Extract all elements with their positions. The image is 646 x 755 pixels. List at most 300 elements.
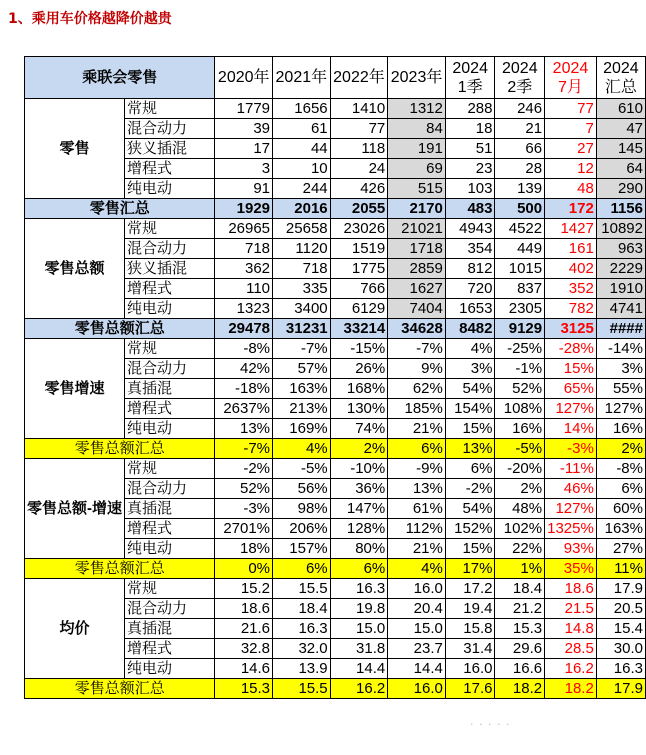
table-cell: 16.2 [545,659,597,679]
row-label: 纯电动 [125,659,215,679]
table-cell: 515 [388,179,446,199]
table-cell: 1323 [215,299,273,319]
table-cell: 27 [545,139,597,159]
row-label: 常规 [125,99,215,119]
watermark: · · · · · [470,718,511,731]
table-cell: 1779 [215,99,273,119]
row-label: 常规 [125,219,215,239]
column-header [545,57,597,99]
table-cell: 98% [273,499,331,519]
corner-label: 乘联会零售 [25,57,215,99]
table-cell: 57% [273,359,331,379]
total-row [25,679,646,699]
table-cell: 1910 [596,279,645,299]
table-cell: 15.0 [388,619,446,639]
table-cell: 112% [388,519,446,539]
total-cell: 18.2 [495,679,545,699]
table-cell: 46% [545,479,597,499]
table-cell: 32.0 [273,639,331,659]
table-cell: 3% [445,359,495,379]
table-cell: 118 [330,139,388,159]
table-cell: 15% [445,539,495,559]
row-label: 狭义插混 [125,259,215,279]
table-cell: 2229 [596,259,645,279]
table-cell: 15% [445,419,495,439]
table-cell: 352 [545,279,597,299]
table-cell: 1653 [445,299,495,319]
total-cell: -3% [545,439,597,459]
table-cell: 29.6 [495,639,545,659]
total-cell: 4% [273,439,331,459]
total-cell: 0% [215,559,273,579]
table-row [25,219,646,239]
table-cell: 54% [445,499,495,519]
table-cell: 402 [545,259,597,279]
table-cell: 2305 [495,299,545,319]
row-label: 纯电动 [125,419,215,439]
table-cell: 21.2 [495,599,545,619]
column-header-bottom: 2季 [507,78,533,96]
total-cell: 34628 [388,319,446,339]
table-cell: 13.9 [273,659,331,679]
table-cell: 1325% [545,519,597,539]
group-label: 零售增速 [25,339,125,439]
total-cell: 2% [330,439,388,459]
row-label: 增程式 [125,519,215,539]
table-cell: -28% [545,339,597,359]
table-cell: 766 [330,279,388,299]
total-cell: 17.6 [445,679,495,699]
column-header-bottom: 7月 [558,78,583,96]
total-cell: 9129 [495,319,545,339]
total-cell: 500 [495,199,545,219]
table-cell: 16.0 [388,579,446,599]
table-cell: 42% [215,359,273,379]
row-label: 狭义插混 [125,139,215,159]
table-cell: 23.7 [388,639,446,659]
table-cell: 130% [330,399,388,419]
total-cell: 2055 [330,199,388,219]
table-cell: -7% [273,339,331,359]
table-cell: 47 [596,119,645,139]
table-cell: 246 [495,99,545,119]
table-cell: 14.4 [330,659,388,679]
column-header-top: 2024 [603,59,639,77]
table-cell: 6% [596,479,645,499]
table-cell: 4522 [495,219,545,239]
column-header [445,57,495,99]
table-cell: -1% [495,359,545,379]
table-cell: 23 [445,159,495,179]
total-label: 零售总额汇总 [25,679,215,699]
table-cell: 21.6 [215,619,273,639]
table-cell: 16% [596,419,645,439]
total-row [25,439,646,459]
table-cell: -25% [495,339,545,359]
table-cell: 69 [388,159,446,179]
table-cell: 28 [495,159,545,179]
row-label: 常规 [125,579,215,599]
table-cell: 18.4 [273,599,331,619]
total-cell: 29478 [215,319,273,339]
table-cell: 61 [273,119,331,139]
table-cell: 290 [596,179,645,199]
table-cell: 720 [445,279,495,299]
table-cell: 362 [215,259,273,279]
table-cell: 15.3 [495,619,545,639]
table-cell: 2701% [215,519,273,539]
row-label: 常规 [125,339,215,359]
total-cell: 483 [445,199,495,219]
total-cell: 17.9 [596,679,645,699]
table-cell: 13% [215,419,273,439]
table-cell: 26% [330,359,388,379]
table-cell: 19.4 [445,599,495,619]
table-cell: 21% [388,419,446,439]
table-cell: 139 [495,179,545,199]
table-cell: 7404 [388,299,446,319]
total-cell: 18.2 [545,679,597,699]
table-cell: 110 [215,279,273,299]
table-cell: 2859 [388,259,446,279]
table-cell: 354 [445,239,495,259]
total-row [25,319,646,339]
table-cell: 127% [545,399,597,419]
table-cell: 15.5 [273,579,331,599]
table-cell: 21.5 [545,599,597,619]
table-cell: -7% [388,339,446,359]
table-cell: 15.4 [596,619,645,639]
column-header-top: 2024 [552,59,589,77]
table-cell: 718 [273,259,331,279]
table-cell: 1519 [330,239,388,259]
table-cell: 16.3 [330,579,388,599]
total-cell: 172 [545,199,597,219]
table-cell: 18.4 [495,579,545,599]
table-cell: 48% [495,499,545,519]
table-cell: 17 [215,139,273,159]
table-cell: 17.2 [445,579,495,599]
table-cell: 152% [445,519,495,539]
total-cell: 6% [330,559,388,579]
table-cell: 60% [596,499,645,519]
column-header-bottom: 汇总 [604,78,637,96]
table-cell: -2% [215,459,273,479]
column-header-top: 2024 [502,59,538,77]
table-cell: 77 [545,99,597,119]
column-header: 2020年 [215,57,273,99]
row-label: 纯电动 [125,299,215,319]
table-cell: 335 [273,279,331,299]
table-body [25,57,646,699]
table-cell: 7 [545,119,597,139]
table-cell: 30.0 [596,639,645,659]
table-cell: 15.8 [445,619,495,639]
table-cell: 169% [273,419,331,439]
table-cell: 163% [273,379,331,399]
table-cell: 426 [330,179,388,199]
table-cell: 74% [330,419,388,439]
table-cell: 4741 [596,299,645,319]
group-label: 零售 [25,99,125,199]
table-cell: 288 [445,99,495,119]
table-cell: 154% [445,399,495,419]
table-cell: 54% [445,379,495,399]
table-cell: 1427 [545,219,597,239]
table-cell: 127% [545,499,597,519]
row-label: 纯电动 [125,539,215,559]
table-cell: 31.4 [445,639,495,659]
table-cell: 18.6 [215,599,273,619]
total-cell: 11% [596,559,645,579]
table-cell: 16% [495,419,545,439]
page-title: 1、乘用车价格越降价越贵 [8,11,172,27]
sales-table [24,56,646,699]
row-label: 增程式 [125,399,215,419]
table-cell: -2% [445,479,495,499]
table-cell: 4943 [445,219,495,239]
group-label: 零售总额 [25,219,125,319]
table-cell: 1627 [388,279,446,299]
table-cell: 55% [596,379,645,399]
row-label: 混合动力 [125,479,215,499]
total-cell: 8482 [445,319,495,339]
table-cell: -15% [330,339,388,359]
table-cell: 19.8 [330,599,388,619]
table-cell: 1015 [495,259,545,279]
total-cell: 2016 [273,199,331,219]
table-cell: -8% [215,339,273,359]
table-cell: 610 [596,99,645,119]
table-cell: 1312 [388,99,446,119]
row-label: 混合动力 [125,599,215,619]
table-cell: 13% [388,479,446,499]
table-cell: 10892 [596,219,645,239]
table-cell: 51 [445,139,495,159]
table-cell: 837 [495,279,545,299]
table-cell: -5% [273,459,331,479]
total-cell: 35% [545,559,597,579]
table-cell: 36% [330,479,388,499]
total-cell: 1156 [596,199,645,219]
table-cell: -9% [388,459,446,479]
table-cell: 15.2 [215,579,273,599]
group-label: 均价 [25,579,125,679]
column-header: 2023年 [388,57,446,99]
table-cell: 18% [215,539,273,559]
table-cell: 6% [445,459,495,479]
table-cell: 1410 [330,99,388,119]
total-label: 零售总额汇总 [25,559,215,579]
row-label: 混合动力 [125,359,215,379]
total-cell: -5% [495,439,545,459]
table-cell: 6129 [330,299,388,319]
table-cell: 62% [388,379,446,399]
total-row [25,199,646,219]
table-cell: 31.8 [330,639,388,659]
table-cell: 14.6 [215,659,273,679]
total-cell: 2% [596,439,645,459]
table-cell: 16.3 [273,619,331,639]
table-cell: 213% [273,399,331,419]
table-cell: 128% [330,519,388,539]
table-cell: 161 [545,239,597,259]
table-cell: 23026 [330,219,388,239]
total-cell: -7% [215,439,273,459]
table-row [25,459,646,479]
table-cell: -10% [330,459,388,479]
total-cell: 2170 [388,199,446,219]
row-label: 增程式 [125,639,215,659]
table-cell: 16.3 [596,659,645,679]
column-header [596,57,645,99]
table-cell: 1718 [388,239,446,259]
total-cell: 31231 [273,319,331,339]
table-cell: 191 [388,139,446,159]
table-cell: 2637% [215,399,273,419]
table-cell: 244 [273,179,331,199]
table-cell: 963 [596,239,645,259]
total-cell: #### [596,319,645,339]
table-cell: 157% [273,539,331,559]
column-header-bottom: 1季 [457,78,483,96]
table-row [25,339,646,359]
row-label: 增程式 [125,159,215,179]
table-cell: 3 [215,159,273,179]
total-cell: 6% [388,439,446,459]
column-header [495,57,545,99]
total-cell: 4% [388,559,446,579]
table-cell: 27% [596,539,645,559]
table-cell: 48 [545,179,597,199]
table-cell: 93% [545,539,597,559]
row-label: 混合动力 [125,239,215,259]
table-cell: 3% [596,359,645,379]
table-cell: 21021 [388,219,446,239]
table-cell: 18.6 [545,579,597,599]
table-row [25,99,646,119]
table-cell: 108% [495,399,545,419]
table-cell: 56% [273,479,331,499]
column-header-top: 2024 [452,59,488,77]
table-cell: -11% [545,459,597,479]
table-cell: 145 [596,139,645,159]
table-cell: 2% [495,479,545,499]
table-cell: 718 [215,239,273,259]
total-cell: 15.5 [273,679,331,699]
total-cell: 17% [445,559,495,579]
table-cell: 14.8 [545,619,597,639]
total-cell: 1% [495,559,545,579]
table-cell: 61% [388,499,446,519]
table-cell: 20.5 [596,599,645,619]
table-cell: 163% [596,519,645,539]
total-cell: 3125 [545,319,597,339]
table-cell: 22% [495,539,545,559]
table-cell: 3400 [273,299,331,319]
table-cell: 25658 [273,219,331,239]
table-cell: 449 [495,239,545,259]
table-cell: 20.4 [388,599,446,619]
row-label: 常规 [125,459,215,479]
table-cell: 103 [445,179,495,199]
table-cell: 17.9 [596,579,645,599]
table-row [25,579,646,599]
table-cell: -18% [215,379,273,399]
table-cell: 102% [495,519,545,539]
table-cell: -3% [215,499,273,519]
table-cell: 9% [388,359,446,379]
table-cell: 14.4 [388,659,446,679]
table-cell: 16.0 [445,659,495,679]
table-cell: 782 [545,299,597,319]
total-label: 零售总额汇总 [25,439,215,459]
table-cell: 24 [330,159,388,179]
table-cell: 44 [273,139,331,159]
table-cell: 1775 [330,259,388,279]
table-cell: 1120 [273,239,331,259]
table-cell: 64 [596,159,645,179]
total-cell: 15.3 [215,679,273,699]
table-cell: 52% [495,379,545,399]
row-label: 真插混 [125,619,215,639]
table-cell: 127% [596,399,645,419]
total-cell: 13% [445,439,495,459]
total-label: 零售总额汇总 [25,319,215,339]
table-cell: 15.0 [330,619,388,639]
column-header: 2022年 [330,57,388,99]
table-cell: 65% [545,379,597,399]
table-cell: 80% [330,539,388,559]
table-cell: 1656 [273,99,331,119]
table-cell: 14% [545,419,597,439]
table-cell: -20% [495,459,545,479]
row-label: 增程式 [125,279,215,299]
total-cell: 16.2 [330,679,388,699]
table-cell: 10 [273,159,331,179]
total-cell: 16.0 [388,679,446,699]
total-cell: 6% [273,559,331,579]
table-cell: 812 [445,259,495,279]
table-cell: 91 [215,179,273,199]
row-label: 纯电动 [125,179,215,199]
total-cell: 33214 [330,319,388,339]
table-cell: 28.5 [545,639,597,659]
row-label: 混合动力 [125,119,215,139]
total-label: 零售汇总 [25,199,215,219]
table-cell: 18 [445,119,495,139]
table-cell: 185% [388,399,446,419]
column-header: 2021年 [273,57,331,99]
table-cell: 32.8 [215,639,273,659]
row-label: 真插混 [125,379,215,399]
table-cell: 4% [445,339,495,359]
table-cell: 66 [495,139,545,159]
table-cell: 21 [495,119,545,139]
total-row [25,559,646,579]
table-cell: -8% [596,459,645,479]
table-cell: 26965 [215,219,273,239]
table-cell: 39 [215,119,273,139]
table-cell: -14% [596,339,645,359]
table-cell: 15% [545,359,597,379]
table-cell: 147% [330,499,388,519]
group-label: 零售总额-增速 [25,459,125,559]
total-cell: 1929 [215,199,273,219]
table-cell: 168% [330,379,388,399]
row-label: 真插混 [125,499,215,519]
table-cell: 77 [330,119,388,139]
